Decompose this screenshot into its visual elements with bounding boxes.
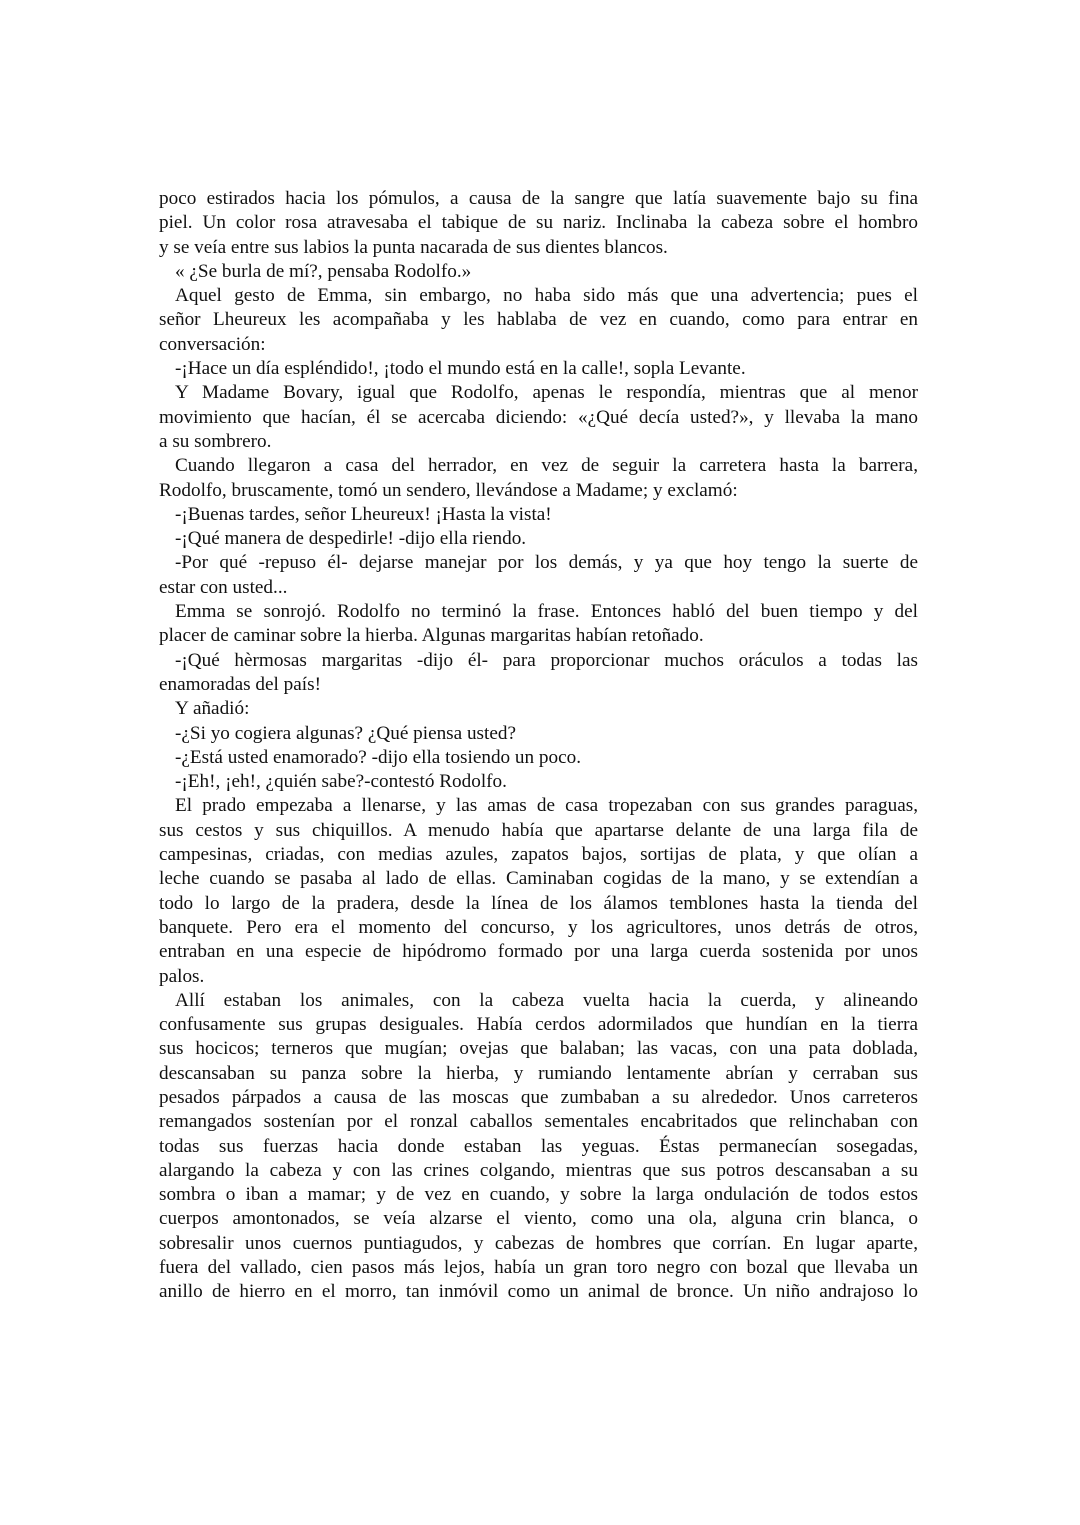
text-line: descansaban su panza sobre la hierba, y rumiando lentamente abrían y cerraban sus	[159, 1062, 918, 1084]
paragraph	[159, 260, 918, 284]
body-text	[159, 187, 918, 1305]
text-line: remangados sostenían por el ronzal caballos sementales encabritados que relinchaban con	[159, 1111, 918, 1133]
text-line: -¡Qué hèrmosas margaritas -dijo él- para proporcionar muchos oráculos a todas las	[175, 649, 918, 671]
text-line: piel. Un color rosa atravesaba el tabique de su nariz. Inclinaba la cabeza sobre el hombro	[159, 212, 918, 234]
text-line: enamoradas del país!	[159, 673, 321, 695]
text-line: y se veía entre sus labios la punta nacarada de sus dientes blancos.	[159, 236, 668, 258]
paragraph	[159, 649, 918, 698]
text-line: estar con usted...	[159, 576, 288, 598]
text-line: Emma se sonrojó. Rodolfo no terminó la frase. Entonces habló del buen tiempo y del	[175, 601, 918, 623]
paragraph	[159, 503, 918, 527]
text-line: -¡Buenas tardes, señor Lheureux! ¡Hasta la vista!	[175, 503, 552, 525]
text-line: Rodolfo, bruscamente, tomó un sendero, llevándose a Madame; y exclamó:	[159, 479, 738, 501]
text-line: -Por qué -repuso él- dejarse manejar por los demás, y ya que hoy tengo la suerte de	[175, 552, 918, 574]
paragraph	[159, 284, 918, 357]
text-line: -¡Hace un día espléndido!, ¡todo el mundo está en la calle!, sopla Levante.	[175, 358, 746, 380]
paragraph	[159, 357, 918, 381]
text-line: entraban en una especie de hipódromo formado por una larga cuerda sostenida por unos	[159, 941, 918, 963]
text-line: El prado empezaba a llenarse, y las amas de casa tropezaban con sus grandes paraguas,	[175, 795, 918, 817]
paragraph	[159, 746, 918, 770]
text-line: placer de caminar sobre la hierba. Algunas margaritas habían retoñado.	[159, 625, 704, 647]
text-line: -¿Está usted enamorado? -dijo ella tosiendo un poco.	[175, 746, 582, 768]
paragraph	[159, 454, 918, 503]
text-line: banquete. Pero era el momento del concurso, y los agricultores, unos detrás de otros,	[159, 916, 918, 938]
text-line: sus cestos y sus chiquillos. A menudo había que apartarse delante de una larga fila de	[159, 819, 918, 841]
text-line: Y Madame Bovary, igual que Rodolfo, apenas le respondía, mientras que al menor	[175, 382, 918, 404]
text-line: Y añadió:	[175, 698, 250, 720]
text-line: conversación:	[159, 333, 266, 355]
paragraph	[159, 187, 918, 260]
text-line: Aquel gesto de Emma, sin embargo, no haba sido más que una advertencia; pues el	[175, 285, 918, 307]
paragraph	[159, 527, 918, 551]
text-line: poco estirados hacia los pómulos, a causa de la sangre que latía suavemente bajo su fina	[159, 188, 918, 209]
text-line: movimiento que hacían, él se acercaba diciendo: «¿Qué decía usted?», y llevaba la mano	[159, 406, 918, 428]
text-line: a su sombrero.	[159, 430, 272, 452]
text-line: -¡Qué manera de despedirle! -dijo ella riendo.	[175, 528, 527, 550]
text-line: -¡Eh!, ¡eh!, ¿quién sabe?-contestó Rodolfo.	[175, 771, 507, 793]
paragraph	[159, 551, 918, 600]
text-line: campesinas, criadas, con medias azules, zapatos bajos, sortijas de plata, y que olían a	[159, 844, 918, 866]
text-line: fuera del vallado, cien pasos más lejos, había un gran toro negro con bozal que llevaba un	[159, 1257, 918, 1279]
text-line: palos.	[159, 965, 205, 987]
paragraph	[159, 600, 918, 649]
text-line: anillo de hierro en el morro, tan inmóvil como un animal de bronce. Un niño andrajoso lo	[159, 1281, 918, 1303]
paragraph	[159, 722, 918, 746]
paragraph	[159, 794, 918, 988]
text-line: alargando la cabeza y con las crines colgando, mientras que sus potros descansaban a su	[159, 1159, 918, 1181]
text-line: Allí estaban los animales, con la cabeza vuelta hacia la cuerda, y alineando	[175, 989, 918, 1011]
text-line: sus hocicos; terneros que mugían; ovejas que balaban; las vacas, con una pata doblada,	[159, 1038, 918, 1060]
paragraph	[159, 697, 918, 721]
text-line: todo lo largo de la pradera, desde la línea de los álamos temblones hasta la tienda del	[159, 892, 918, 914]
text-line: pesados párpados a causa de las moscas que zumbaban a su alrededor. Unos carreteros	[159, 1086, 918, 1108]
text-line: leche cuando se pasaba al lado de ellas. Caminaban cogidas de la mano, y se extendían a	[159, 868, 918, 890]
paragraph	[159, 381, 918, 454]
paragraph	[159, 770, 918, 794]
text-line: todas sus fuerzas hacia donde estaban las yeguas. Éstas permanecían sosegadas,	[159, 1135, 918, 1157]
text-line: cuerpos amontonados, se veía alzarse el viento, como una ola, alguna crin blanca, o	[159, 1208, 918, 1230]
text-line: Cuando llegaron a casa del herrador, en vez de seguir la carretera hasta la barrera,	[175, 455, 918, 477]
text-line: « ¿Se burla de mí?, pensaba Rodolfo.»	[175, 260, 472, 282]
text-line: sombra o iban a mamar; y de vez en cuando, y sobre la larga ondulación de todos estos	[159, 1184, 918, 1206]
paragraph	[159, 989, 918, 1305]
text-line: sobresalir unos cuernos puntiagudos, y cabezas de hombres que corrían. En lugar aparte,	[159, 1232, 918, 1254]
text-line: -¿Si yo cogiera algunas? ¿Qué piensa usted?	[175, 722, 516, 744]
text-line: señor Lheureux les acompañaba y les hablaba de vez en cuando, como para entrar en	[159, 309, 918, 331]
text-line: confusamente sus grupas desiguales. Había cerdos adormilados que hundían en la tierra	[159, 1014, 918, 1036]
